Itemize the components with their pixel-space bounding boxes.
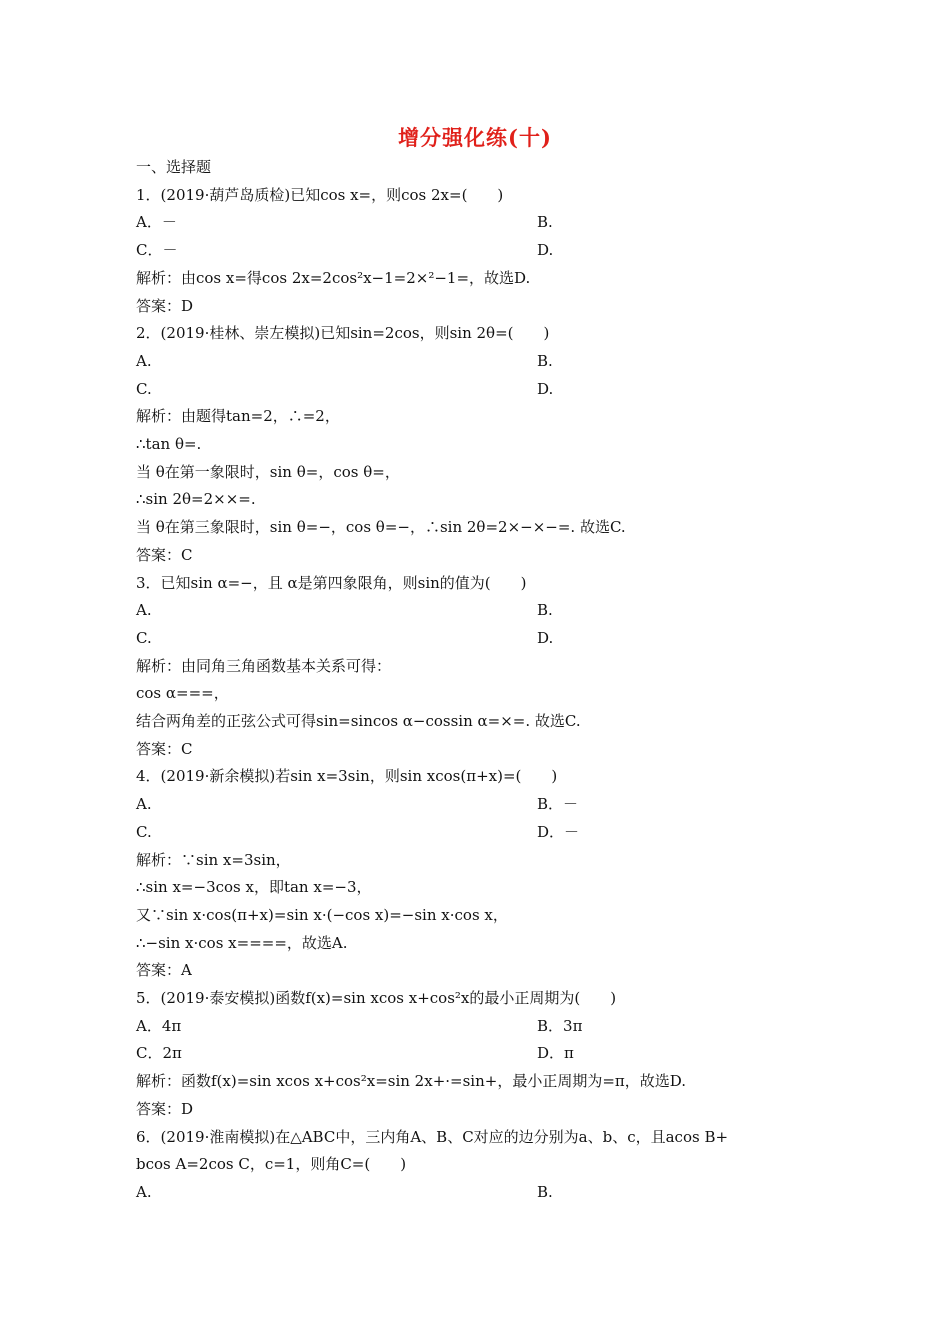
option-right: B.	[537, 601, 553, 620]
text-line: 解析：由同角三角函数基本关系可得：	[136, 656, 392, 675]
text-line: 6．(2019·淮南模拟)在△ABC中，三内角A、B、C对应的边分别为a、b、c，且acos B+	[136, 1127, 729, 1146]
text-line: 结合两角差的正弦公式可得sin=sincos α−cossin α=×=. 故选C.	[136, 712, 581, 730]
option-right: D.	[537, 241, 554, 260]
text-line: 答案：C	[136, 545, 193, 564]
text-line: 解析：由cos x=得cos 2x=2cos²x−1=2×²−1=，故选D.	[136, 268, 531, 287]
text-line: 5．(2019·泰安模拟)函数f(x)=sin xcos x+cos²x的最小正周期为( )	[136, 989, 617, 1007]
text-line: 4．(2019·新余模拟)若sin x=3sin，则sin xcos(π+x)=( )	[136, 767, 558, 786]
option-right: B.	[537, 351, 553, 370]
option-right: D.	[537, 379, 554, 398]
text-line: 答案：A	[136, 961, 192, 980]
option-right: D．－	[537, 822, 580, 841]
text-line: A.	[136, 601, 152, 620]
text-line: 解析：∵sin x=3sin，	[136, 850, 291, 869]
text-line: 答案：D	[136, 1099, 194, 1118]
text-line: A．－	[136, 213, 177, 232]
text-line: 3．已知sin α=−，且 α是第四象限角，则sin的值为( )	[136, 573, 527, 592]
text-line: C.	[136, 628, 152, 647]
text-line: C．－	[136, 241, 178, 260]
text-line: ∴sin 2θ=2××=.	[136, 490, 256, 509]
option-right: B．3π	[537, 1016, 583, 1035]
option-right: B．－	[537, 795, 579, 814]
text-line: 又∵sin x·cos(π+x)=sin x·(−cos x)=−sin x·cos x，	[136, 905, 508, 924]
text-line: ∴−sin x·cos x====，故选A.	[136, 933, 348, 952]
text-line: ∴sin x=−3cos x，即tan x=−3，	[136, 878, 372, 897]
text-line: 解析：由题得tan=2，∴=2，	[136, 407, 340, 426]
option-right: D.	[537, 628, 554, 647]
text-line: bcos A=2cos C，c=1，则角C=( )	[136, 1155, 407, 1174]
text-line: ∴tan θ=.	[136, 435, 202, 453]
text-line: A.	[136, 795, 152, 814]
text-line: A．4π	[136, 1016, 182, 1035]
option-right: B.	[537, 1182, 553, 1201]
option-right: D．π	[537, 1044, 574, 1063]
text-line: A.	[136, 1182, 152, 1201]
text-line: 1．(2019·葫芦岛质检)已知cos x=，则cos 2x=( )	[136, 185, 504, 204]
text-line: 解析：函数f(x)=sin xcos x+cos²x=sin 2x+·=sin+，最小正周期为=π，故选D.	[136, 1072, 687, 1091]
text-line: C．2π	[136, 1044, 182, 1063]
text-line: 答案：D	[136, 296, 194, 315]
page-title: 增分强化练(十)	[398, 125, 552, 150]
text-line: C.	[136, 822, 152, 841]
option-right: B.	[537, 213, 553, 232]
text-line: C.	[136, 379, 152, 398]
text-line: cos α===，	[136, 684, 229, 703]
text-line: 当 θ在第三象限时，sin θ=−，cos θ=−，∴sin 2θ=2×−×−=. 故选C.	[136, 518, 626, 537]
text-line: A.	[136, 351, 152, 370]
text-line: 答案：C	[136, 739, 193, 758]
text-line: 一、选择题	[136, 158, 212, 176]
text-line: 2．(2019·桂林、崇左模拟)已知sin=2cos，则sin 2θ=( )	[136, 324, 550, 343]
text-line: 当 θ在第一象限时，sin θ=，cos θ=，	[136, 462, 400, 481]
